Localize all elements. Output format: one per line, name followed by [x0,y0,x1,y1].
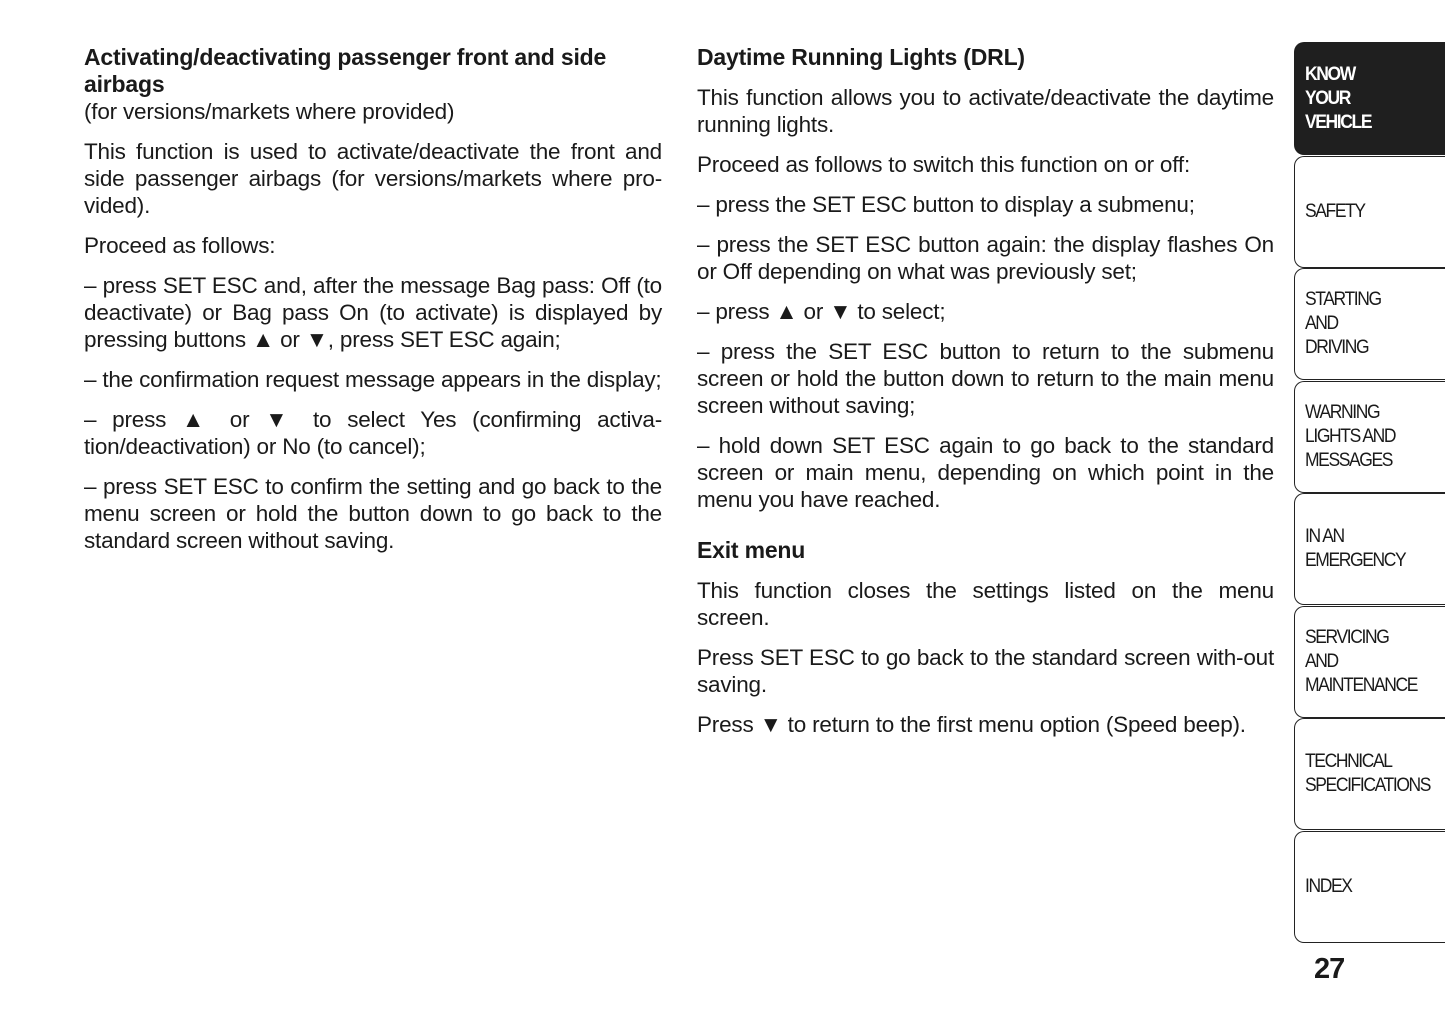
tab-label: TECHNICAL SPECIFICATIONS [1305,751,1431,796]
tab-label: WARNING LIGHTS AND MESSAGES [1305,401,1396,471]
tab-safety[interactable] [1294,156,1445,268]
tab-label: SAFETY [1305,200,1365,222]
tab-label: STARTING AND DRIVING [1305,289,1381,358]
tab-in-an-emergency[interactable] [1294,493,1445,605]
drl-paragraph: – hold down SET ESC again to go back to the standard screen or main menu, depending on which point in the menu you have reached. [697,433,1274,512]
drl-section-title: Daytime Running Lights (DRL) [697,44,1025,70]
airbag-section-subtitle: (for versions/markets where provided) [84,99,455,124]
tab-label: KNOW YOUR VEHICLE [1305,63,1372,133]
tab-servicing-and-maintenance[interactable] [1294,606,1445,718]
airbag-paragraph: This function is used to activate/deactivate the front and side passenger airbags (for versions/markets where pro-vided). [84,139,662,218]
airbag-section-title: Activating/deactivating passenger front and side airbags [84,44,607,97]
tab-label: IN AN EMERGENCY [1305,526,1406,571]
airbag-paragraph: – press SET ESC to confirm the setting and go back to the menu screen or hold the button down to go back to the standard screen without saving. [84,474,662,553]
page-number: 27 [1314,953,1345,985]
tab-technical-specifications[interactable] [1294,718,1445,830]
drl-paragraph: Proceed as follows to switch this function on or off: [697,152,1190,177]
tab-index[interactable] [1294,831,1445,943]
tab-starting-and-driving[interactable] [1294,268,1445,380]
tab-label: SERVICING AND MAINTENANCE [1305,626,1418,696]
exit-menu-paragraph: Press ▼ to return to the first menu option (Speed beep). [697,712,1246,737]
tab-warning-lights-and-messages[interactable] [1294,381,1445,493]
airbag-paragraph: – the confirmation request message appears in the display; [84,367,662,392]
right-column [697,44,1274,751]
exit-menu-section-title: Exit menu [697,537,806,563]
drl-paragraph: – press ▲ or ▼ to select; [697,299,946,324]
airbag-paragraph: – press SET ESC and, after the message Bag pass: Off (to deactivate) or Bag pass On (to activate) is displayed by pressing buttons ▲ or ▼, press SET ESC again; [84,273,662,352]
exit-menu-paragraph: This function closes the settings listed on the menu screen. [697,578,1274,630]
drl-paragraph: This function allows you to activate/deactivate the daytime running lights. [697,85,1274,137]
drl-paragraph: – press the SET ESC button to return to the submenu screen or hold the button down to return to the main menu screen without saving; [697,339,1274,418]
tab-label: INDEX [1305,875,1352,897]
drl-paragraph: – press the SET ESC button again: the display flashes On or Off depending on what was previously set; [697,232,1274,284]
airbag-paragraph: Proceed as follows: [84,233,276,258]
exit-menu-paragraph: Press SET ESC to go back to the standard screen with-out saving. [697,645,1274,697]
drl-paragraph: – press the SET ESC button to display a submenu; [697,192,1195,217]
tab-know-your-vehicle[interactable] [1294,42,1445,155]
airbag-paragraph: – press ▲ or ▼ to select Yes (confirming activa-tion/deactivation) or No (to cancel); [84,407,662,459]
left-column [84,44,662,567]
chapter-tabs [1294,42,1445,943]
